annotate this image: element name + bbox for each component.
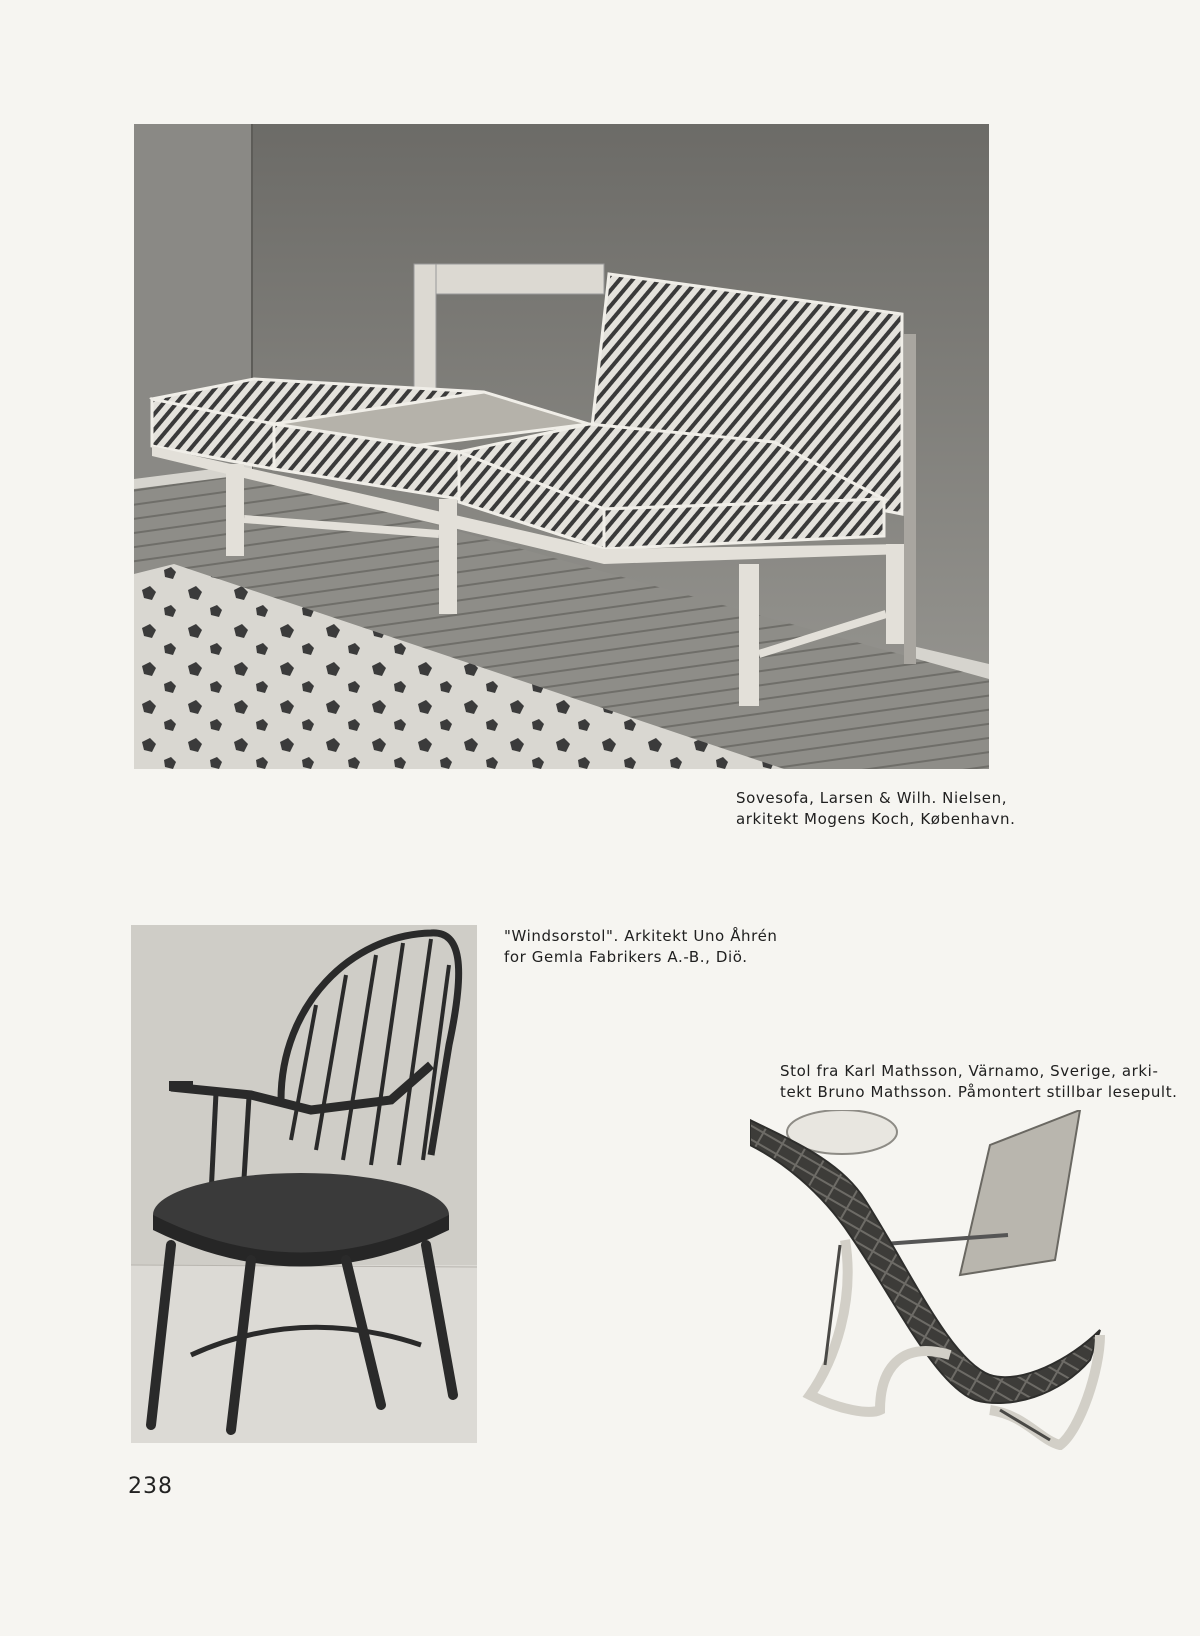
sofa-caption [736, 788, 1016, 830]
lounge-chair-caption-line-1: Stol fra Karl Mathsson, Värnamo, Sverige, arki- [780, 1062, 1159, 1080]
lounge-chair-photo [750, 1110, 1125, 1450]
windsor-chair-caption [504, 926, 778, 968]
windsor-chair-caption-line-2: for Gemla Fabrikers A.-B., Diö. [504, 948, 748, 966]
page-number: 238 [128, 1474, 173, 1499]
windsor-chair-photo [131, 925, 477, 1443]
windsor-chair-caption-line-1: "Windsorstol". Arkitekt Uno Åhrén [504, 927, 778, 945]
sofa-caption-line-2: arkitekt Mogens Koch, København. [736, 810, 1016, 828]
sofa-photo [134, 124, 989, 769]
sofa-caption-line-1: Sovesofa, Larsen & Wilh. Nielsen, [736, 789, 1008, 807]
lounge-chair-caption [780, 1061, 1178, 1103]
lounge-chair-caption-line-2: tekt Bruno Mathsson. Påmontert stillbar lesepult. [780, 1083, 1178, 1101]
